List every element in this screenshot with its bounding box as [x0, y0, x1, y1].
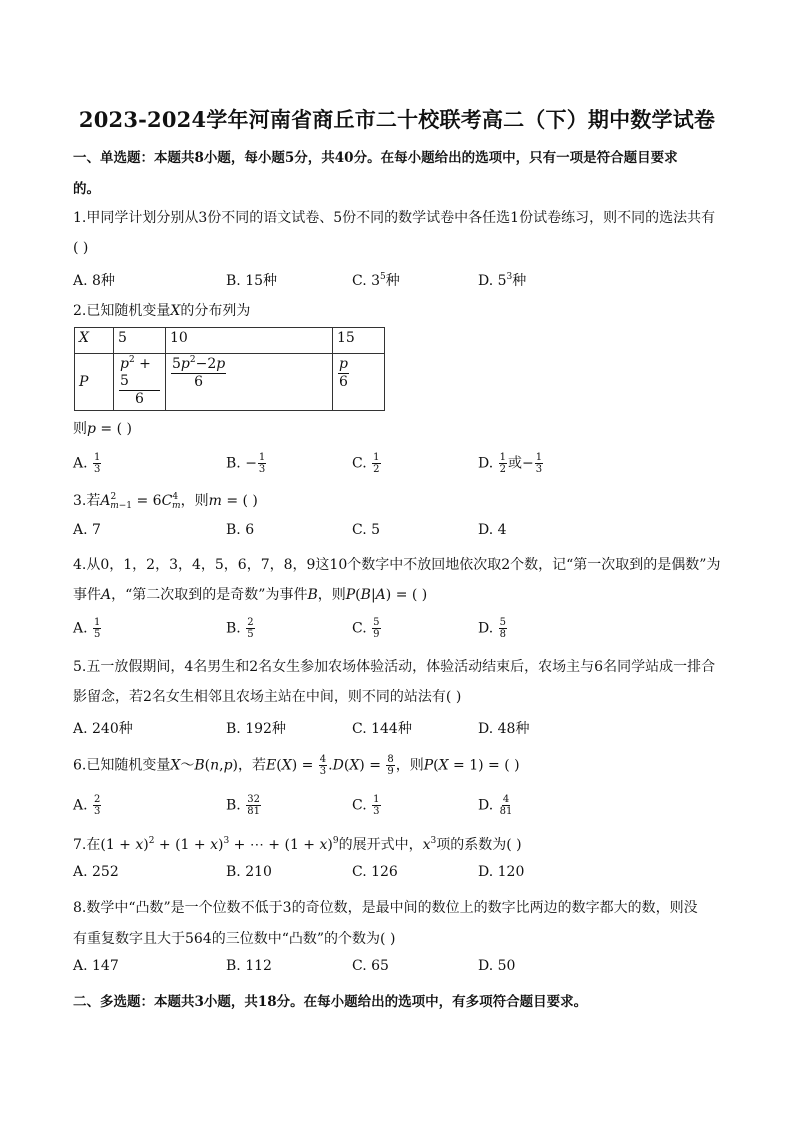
table-cell-15: 15	[333, 328, 385, 354]
q1-option-c: C. $3^5$种	[352, 272, 400, 289]
table-cell-p10: $\frac{5p^2-2p}{6}$	[166, 354, 333, 411]
question-1-text: 1.甲同学计划分别从3份不同的语文试卷、5份不同的数学试卷中各任选1份试卷练习，则不同的选法共有	[73, 210, 716, 226]
q5-option-d: D. 48种	[478, 721, 530, 737]
section-1-heading: 一、单选题：本题共8小题，每小题5分，共40分。在每小题给出的选项中，只有一项是符合题目要求	[73, 150, 678, 166]
q8-option-a: A. 147	[73, 958, 119, 974]
q8-option-b: B. 112	[226, 958, 272, 974]
q3-option-a: A. 7	[73, 522, 101, 538]
question-8-text-cont: 有重复数字且大于564的三位数中“凸数”的个数为( )	[73, 931, 396, 947]
q4-option-d: D. $\frac{5}{8}$	[478, 617, 507, 640]
q1-option-a: A. 8种	[73, 273, 115, 289]
q4-option-a: A. $\frac{1}{5}$	[73, 617, 101, 640]
question-6-text: 6.已知随机变量X～B(n,p)，若E(X) = $\frac{4}{3}$ .D(X) = $\frac{8}{9}$ ，则P(X = 1) = ( )	[73, 754, 520, 777]
table-cell-p5: $\frac{p^2 + 5}{6}$	[114, 354, 166, 411]
q2-option-b: B. − $\frac{1}{3}$	[226, 452, 266, 475]
q2-option-a: A. $\frac{1}{3}$	[73, 452, 101, 475]
distribution-table	[74, 327, 385, 411]
q8-option-c: C. 65	[352, 958, 389, 974]
q5-option-a: A. 240种	[73, 721, 133, 737]
question-5-text-cont: 影留念，若2名女生相邻且农场主站在中间，则不同的站法有( )	[73, 689, 462, 705]
question-8-text: 8.数学中“凸数”是一个位数不低于3的奇位数，是最中间的数位上的数字比两边的数字都大的数，则没	[73, 900, 698, 916]
question-2-text: 2.已知随机变量X的分布列为	[73, 303, 251, 319]
question-1-blank: ( )	[73, 240, 89, 256]
page-title: 2023-2024学年河南省商丘市二十校联考高二（下）期中数学试卷	[78, 107, 716, 132]
q3-option-c: C. 5	[352, 522, 381, 538]
q6-option-b: B. $\frac{32}{81}$	[226, 794, 260, 817]
q3-option-b: B. 6	[226, 522, 255, 538]
section-1-heading-cont: 的。	[73, 181, 100, 197]
question-4-text: 4.从0，1，2，3，4，5，6，7，8，9这10个数字中不放回地依次取2个数，记“第一次取到的是偶数”为	[73, 557, 721, 573]
q4-option-b: B. $\frac{2}{5}$	[226, 617, 254, 640]
question-2-ask: 则p = ( )	[73, 421, 132, 437]
question-3-text: 3.若$A^2_{m-1} = 6C^4_m$，则m = ( )	[73, 492, 258, 511]
q7-option-c: C. 126	[352, 864, 398, 880]
q7-option-a: A. 252	[73, 864, 119, 880]
q7-option-d: D. 120	[478, 864, 525, 880]
q7-option-b: B. 210	[226, 864, 272, 880]
q2-option-d: D. $\frac{1}{2}$ 或− $\frac{1}{3}$	[478, 452, 543, 475]
question-7-text: 7.在$(1 + x)^2 + (1 + x)^3$ + ⋯ + $(1 + x)^9$的展开式中，$x^3$项的系数为( )	[73, 836, 522, 853]
q8-option-d: D. 50	[478, 958, 516, 974]
q6-option-a: A. $\frac{2}{3}$	[73, 794, 101, 817]
table-cell-10: 10	[166, 328, 333, 354]
q1-option-d: D. $5^3$种	[478, 272, 527, 289]
q5-option-c: C. 144种	[352, 721, 412, 737]
q5-option-b: B. 192种	[226, 721, 286, 737]
q6-option-c: C. $\frac{1}{3}$	[352, 794, 380, 817]
q1-option-b: B. 15种	[226, 273, 278, 289]
q3-option-d: D. 4	[478, 522, 507, 538]
q6-option-d: D. $\frac{4}{81}$	[478, 794, 513, 817]
table-cell-p15: $\frac{p}{6}$	[333, 354, 385, 411]
table-cell-p-label: P	[75, 354, 114, 411]
q4-option-c: C. $\frac{5}{9}$	[352, 617, 380, 640]
section-2-heading: 二、多选题：本题共3小题，共18分。在每小题给出的选项中，有多项符合题目要求。	[73, 994, 588, 1010]
table-cell-x-label: X	[75, 328, 114, 354]
question-5-text: 5.五一放假期间，4名男生和2名女生参加农场体验活动，体验活动结束后，农场主与6名同学站成一排合	[73, 659, 716, 675]
question-4-text-cont: 事件A，“第二次取到的是奇数”为事件B，则P(B|A) = ( )	[73, 587, 428, 603]
table-cell-5: 5	[114, 328, 166, 354]
q2-option-c: C. $\frac{1}{2}$	[352, 452, 380, 475]
